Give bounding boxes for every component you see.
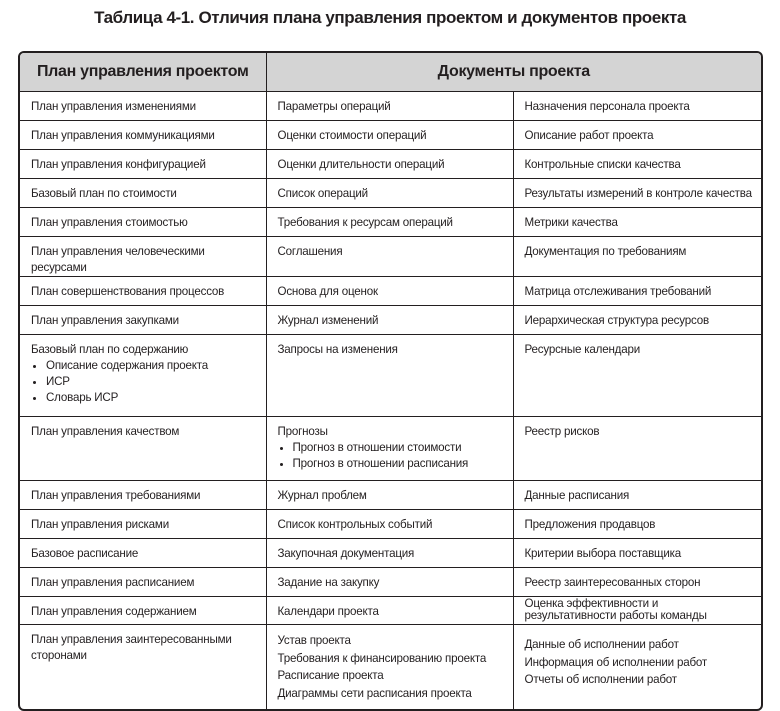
doc-cell: Задание на закупку [266, 568, 513, 597]
doc-cell: Реестр заинтересованных сторон [513, 568, 761, 597]
doc-cell: Запросы на изменения [266, 335, 513, 417]
table-row [20, 539, 761, 568]
doc-cell: Журнал проблем [266, 481, 513, 510]
table-row [20, 277, 761, 306]
plan-cell: План управления коммуникациями [20, 121, 266, 150]
plan-cell: План управления требованиями [20, 481, 266, 510]
plan-cell: Базовый план по стоимости [20, 179, 266, 208]
doc-cell: Критерии выбора поставщика [513, 539, 761, 568]
table-row [20, 237, 761, 277]
doc-line: Данные об исполнении работ [524, 638, 679, 651]
table-title: Таблица 4-1. Отличия плана управления проектом и документов проекта [94, 8, 686, 27]
header-docs: Документы проекта [266, 53, 761, 92]
doc-cell: Метрики качества [513, 208, 761, 237]
doc-line: Устав проекта [277, 634, 351, 647]
doc-cell: Требования к ресурсам операций [266, 208, 513, 237]
doc-cell: Список операций [266, 179, 513, 208]
doc-cell: Основа для оценок [266, 277, 513, 306]
doc-line: Расписание проекта [277, 669, 384, 682]
plan-cell: План управления содержанием [20, 597, 266, 625]
table-row [20, 335, 761, 417]
comparison-table [18, 51, 763, 711]
plan-cell: План совершенствования процессов [20, 277, 266, 306]
table-row [20, 568, 761, 597]
bullet-list [278, 440, 505, 472]
doc-line: Диаграммы сети расписания проекта [277, 686, 472, 700]
table-row [20, 306, 761, 335]
doc-cell: Документация по требованиям [513, 237, 761, 277]
header-plan: План управления проектом [20, 53, 266, 92]
plan-cell: План управления изменениями [20, 92, 266, 121]
doc-line: Требования к финансированию проекта [277, 651, 487, 665]
doc-cell [513, 625, 761, 709]
plan-label: Базовый план по содержанию [31, 343, 189, 356]
table-row [20, 625, 761, 709]
doc-cell [266, 417, 513, 481]
table-row [20, 121, 761, 150]
doc-cell [266, 625, 513, 709]
plan-cell: План управления рисками [20, 510, 266, 539]
plan-cell: План управления конфигурацией [20, 150, 266, 179]
doc-cell: Оценка эффективности и результативности работы команды [513, 597, 761, 625]
doc-cell: Список контрольных событий [266, 510, 513, 539]
doc-cell: Журнал изменений [266, 306, 513, 335]
table-row [20, 510, 761, 539]
doc-label: Прогнозы [277, 425, 328, 438]
doc-cell: Параметры операций [266, 92, 513, 121]
doc-cell: Иерархическая структура ресурсов [513, 306, 761, 335]
doc-cell: Соглашения [266, 237, 513, 277]
plan-cell: План управления закупками [20, 306, 266, 335]
table-row [20, 208, 761, 237]
plan-cell: План управления человеческими ресурсами [20, 237, 266, 277]
table-row [20, 150, 761, 179]
doc-cell: Назначения персонала проекта [513, 92, 761, 121]
table-row [20, 481, 761, 510]
table-row [20, 417, 761, 481]
doc-cell: Ресурсные календари [513, 335, 761, 417]
bullet-item: • ИСР [46, 374, 258, 390]
bullet-item: • Прогноз в отношении стоимости [293, 440, 505, 456]
table-row [20, 179, 761, 208]
doc-cell: Матрица отслеживания требований [513, 277, 761, 306]
doc-cell: Предложения продавцов [513, 510, 761, 539]
doc-cell: Результаты измерений в контроле качества [513, 179, 761, 208]
doc-cell: Данные расписания [513, 481, 761, 510]
bullet-item: • Прогноз в отношении расписания [293, 456, 505, 472]
bullet-item: • Описание содержания проекта [46, 358, 258, 374]
plan-cell [20, 335, 266, 417]
plan-cell: План управления расписанием [20, 568, 266, 597]
plan-cell: План управления качеством [20, 417, 266, 481]
plan-cell: План управления стоимостью [20, 208, 266, 237]
doc-cell: Контрольные списки качества [513, 150, 761, 179]
doc-cell: Закупочная документация [266, 539, 513, 568]
plan-cell: План управления заинтересованными сторонами [20, 625, 266, 709]
doc-cell: Описание работ проекта [513, 121, 761, 150]
doc-line: Информация об исполнении работ [524, 655, 707, 669]
bullet-item: • Словарь ИСР [46, 390, 258, 406]
doc-cell: Календари проекта [266, 597, 513, 625]
doc-cell: Оценки стоимости операций [266, 121, 513, 150]
table-row [20, 92, 761, 121]
doc-cell: Оценки длительности операций [266, 150, 513, 179]
table-row [20, 597, 761, 625]
doc-line: Отчеты об исполнении работ [524, 673, 677, 686]
bullet-list [31, 358, 258, 406]
doc-cell: Реестр рисков [513, 417, 761, 481]
plan-cell: Базовое расписание [20, 539, 266, 568]
